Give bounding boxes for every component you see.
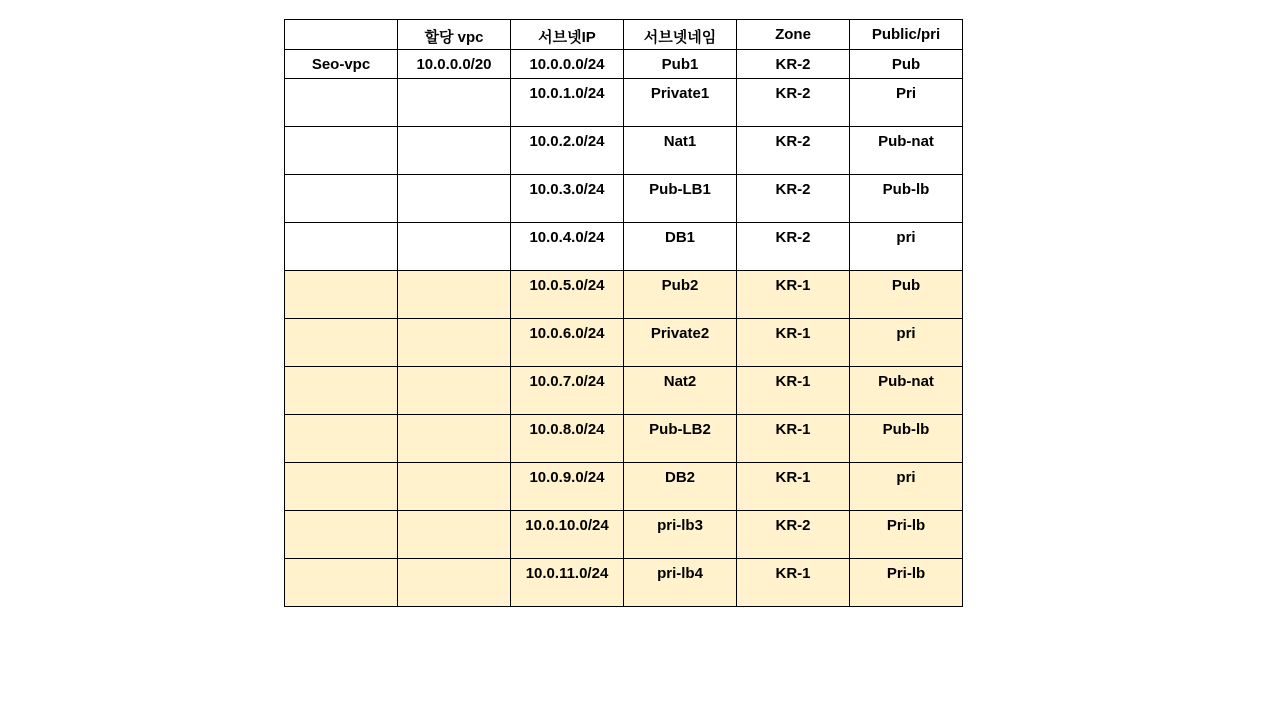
subnet-name-cell: Private2 (624, 319, 737, 367)
vpc-name-cell (285, 559, 398, 607)
header-cell-subnet-ip: 서브넷IP (511, 20, 624, 50)
table-row (285, 271, 963, 319)
vpc-name-cell (285, 367, 398, 415)
public-pri-cell: Pub-nat (850, 367, 963, 415)
zone-cell: KR-2 (737, 175, 850, 223)
subnet-name-cell: pri-lb3 (624, 511, 737, 559)
subnet-table-container (284, 19, 963, 607)
vpc-cidr-cell (398, 559, 511, 607)
public-pri-cell: Pri (850, 79, 963, 127)
zone-cell: KR-1 (737, 367, 850, 415)
subnet-name-cell: Private1 (624, 79, 737, 127)
subnet-ip-cell: 10.0.3.0/24 (511, 175, 624, 223)
vpc-name-cell (285, 175, 398, 223)
table-row (285, 367, 963, 415)
subnet-name-cell: Pub2 (624, 271, 737, 319)
zone-cell: KR-2 (737, 511, 850, 559)
table-row (285, 50, 963, 79)
subnet-name-cell: pri-lb4 (624, 559, 737, 607)
subnet-name-cell: Nat2 (624, 367, 737, 415)
public-pri-cell: Pri-lb (850, 511, 963, 559)
subnet-ip-cell: 10.0.0.0/24 (511, 50, 624, 79)
table-header-row (285, 20, 963, 50)
table-row (285, 415, 963, 463)
vpc-cidr-cell (398, 271, 511, 319)
table-row (285, 175, 963, 223)
vpc-name-cell (285, 79, 398, 127)
public-pri-cell: Pub-nat (850, 127, 963, 175)
vpc-name-cell (285, 319, 398, 367)
vpc-name-cell (285, 271, 398, 319)
table-row (285, 223, 963, 271)
header-cell-subnet-name: 서브넷네임 (624, 20, 737, 50)
subnet-name-cell: Pub-LB2 (624, 415, 737, 463)
table-row (285, 559, 963, 607)
zone-cell: KR-1 (737, 415, 850, 463)
header-cell-vpc: 할당 vpc (398, 20, 511, 50)
zone-cell: KR-1 (737, 271, 850, 319)
vpc-cidr-cell (398, 79, 511, 127)
vpc-cidr-cell (398, 463, 511, 511)
public-pri-cell: Pub (850, 271, 963, 319)
table-row (285, 319, 963, 367)
vpc-cidr-cell (398, 175, 511, 223)
subnet-ip-cell: 10.0.10.0/24 (511, 511, 624, 559)
public-pri-cell: Pub (850, 50, 963, 79)
subnet-ip-cell: 10.0.5.0/24 (511, 271, 624, 319)
public-pri-cell: Pri-lb (850, 559, 963, 607)
subnet-ip-cell: 10.0.1.0/24 (511, 79, 624, 127)
public-pri-cell: Pub-lb (850, 175, 963, 223)
subnet-ip-cell: 10.0.9.0/24 (511, 463, 624, 511)
subnet-ip-cell: 10.0.11.0/24 (511, 559, 624, 607)
vpc-cidr-cell (398, 415, 511, 463)
table-row (285, 79, 963, 127)
header-cell-zone: Zone (737, 20, 850, 50)
subnet-ip-cell: 10.0.7.0/24 (511, 367, 624, 415)
vpc-name-cell (285, 127, 398, 175)
public-pri-cell: pri (850, 319, 963, 367)
vpc-cidr-cell (398, 319, 511, 367)
table-row (285, 463, 963, 511)
subnet-name-cell: Pub-LB1 (624, 175, 737, 223)
public-pri-cell: pri (850, 463, 963, 511)
subnet-name-cell: Nat1 (624, 127, 737, 175)
subnet-name-cell: Pub1 (624, 50, 737, 79)
table-row (285, 127, 963, 175)
header-cell-blank (285, 20, 398, 50)
subnet-ip-cell: 10.0.4.0/24 (511, 223, 624, 271)
zone-cell: KR-1 (737, 319, 850, 367)
vpc-name-cell (285, 463, 398, 511)
table-row (285, 511, 963, 559)
zone-cell: KR-2 (737, 223, 850, 271)
zone-cell: KR-2 (737, 127, 850, 175)
subnet-ip-cell: 10.0.8.0/24 (511, 415, 624, 463)
vpc-cidr-cell (398, 127, 511, 175)
vpc-cidr-cell (398, 223, 511, 271)
subnet-name-cell: DB2 (624, 463, 737, 511)
vpc-name-cell (285, 223, 398, 271)
vpc-name-cell (285, 415, 398, 463)
vpc-cidr-cell: 10.0.0.0/20 (398, 50, 511, 79)
zone-cell: KR-2 (737, 79, 850, 127)
header-cell-public-pri: Public/pri (850, 20, 963, 50)
zone-cell: KR-1 (737, 559, 850, 607)
public-pri-cell: Pub-lb (850, 415, 963, 463)
subnet-ip-cell: 10.0.2.0/24 (511, 127, 624, 175)
subnet-name-cell: DB1 (624, 223, 737, 271)
public-pri-cell: pri (850, 223, 963, 271)
vpc-cidr-cell (398, 367, 511, 415)
vpc-name-cell (285, 511, 398, 559)
vpc-name-cell: Seo-vpc (285, 50, 398, 79)
subnet-ip-cell: 10.0.6.0/24 (511, 319, 624, 367)
subnet-table (284, 19, 963, 607)
zone-cell: KR-1 (737, 463, 850, 511)
zone-cell: KR-2 (737, 50, 850, 79)
vpc-cidr-cell (398, 511, 511, 559)
